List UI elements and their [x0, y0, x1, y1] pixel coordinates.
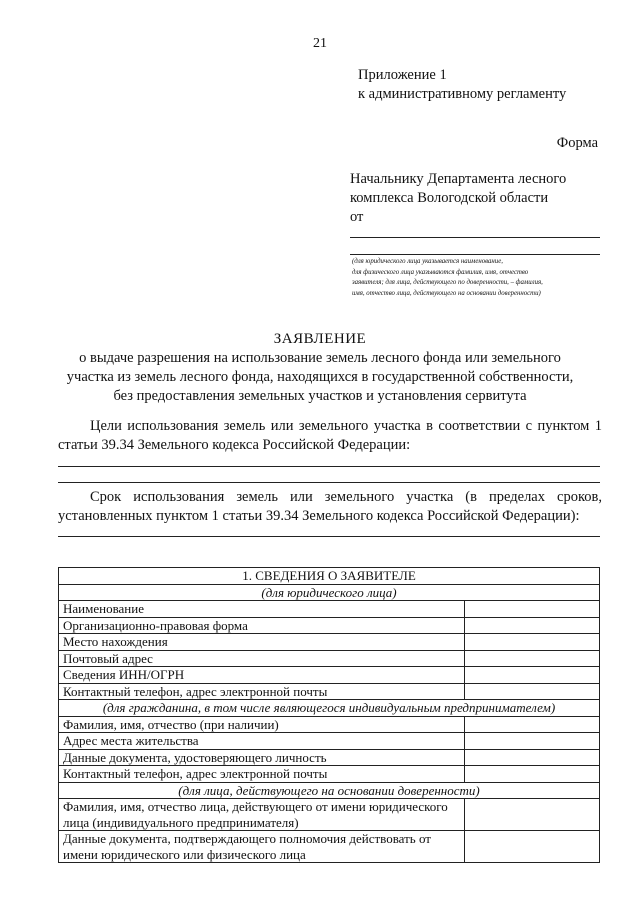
row-label-residence: Адрес места жительства — [59, 733, 465, 750]
table-row — [59, 667, 600, 684]
title-heading: ЗАЯВЛЕНИЕ — [273, 331, 367, 347]
purpose-fill-line-1[interactable] — [58, 466, 600, 467]
addressee-line-2: комплекса Вологодской области — [350, 190, 549, 206]
title-line-3: без предоставления земельных участков и установления сервитута — [113, 388, 527, 404]
hint-line-1: (для юридического лица указывается наименование, — [352, 258, 503, 265]
addressee-line-3: от — [350, 209, 364, 225]
title-line-2: участка из земель лесного фонда, находящихся в государственной собственности, — [66, 369, 574, 385]
term-line-2: установленных пунктом 1 статьи 39.34 Земельного кодекса Российской Федерации): — [58, 508, 580, 524]
applicant-fill-line-2[interactable] — [350, 254, 600, 255]
value-cell-proxy-document[interactable] — [465, 831, 600, 863]
row-label-citizen-contacts: Контактный телефон, адрес электронной почты — [59, 766, 465, 783]
section-title: 1. СВЕДЕНИЯ О ЗАЯВИТЕЛЕ — [59, 568, 600, 585]
row-label-contacts: Контактный телефон, адрес электронной почты — [59, 683, 465, 700]
hint-line-2: для физического лица указываются фамилия, имя, отчество — [352, 268, 529, 276]
term-fill-line[interactable] — [58, 536, 600, 537]
page-number: 21 — [313, 36, 327, 51]
row-label-legal-form: Организационно-правовая форма — [59, 617, 465, 634]
value-cell-legal-form[interactable] — [465, 617, 600, 634]
table-row — [59, 650, 600, 667]
form-label: Форма — [556, 135, 598, 151]
value-cell-contacts[interactable] — [465, 683, 600, 700]
purpose-fill-line-2[interactable] — [58, 482, 600, 483]
value-cell-proxy-name[interactable] — [465, 799, 600, 831]
proxy-header: (для лица, действующего на основании доверенности) — [59, 782, 600, 799]
row-label-proxy-document: Данные документа, подтверждающего полномочия действовать от имени юридического или физического лица — [59, 831, 465, 863]
row-label-full-name: Фамилия, имя, отчество (при наличии) — [59, 716, 465, 733]
title-line-1: о выдаче разрешения на использование земель лесного фонда или земельного — [79, 350, 561, 366]
table-row — [59, 733, 600, 750]
row-label-postal-address: Почтовый адрес — [59, 650, 465, 667]
hint-line-4: имя, отчество лица, действующего на основании доверенности) — [352, 289, 541, 297]
appendix-line-1: Приложение 1 — [358, 67, 447, 83]
table-row — [59, 749, 600, 766]
value-cell-location[interactable] — [465, 634, 600, 651]
table-row — [59, 601, 600, 618]
row-label-name: Наименование — [59, 601, 465, 618]
value-cell-residence[interactable] — [465, 733, 600, 750]
citizen-header: (для гражданина, в том числе являющегося индивидуальным предпринимателем) — [59, 700, 600, 717]
applicant-fill-line-1[interactable] — [350, 237, 600, 238]
row-label-id-document: Данные документа, удостоверяющего личность — [59, 749, 465, 766]
row-label-inn-ogrn: Сведения ИНН/ОГРН — [59, 667, 465, 684]
purpose-text: Цели использования земель или земельного участка в соответствии с пунктом 1 статьи 39.34 Земельного кодекса Российской Федерации: — [58, 418, 602, 453]
appendix-line-2: к административному регламенту — [358, 86, 567, 102]
table-row — [59, 634, 600, 651]
hint-line-3: заявителя; для лица, действующего по доверенности, – фамилия, — [352, 279, 543, 286]
row-label-proxy-name: Фамилия, имя, отчество лица, действующего от имени юридического лица (индивидуального предпринимателя) — [59, 799, 465, 831]
table-row — [59, 766, 600, 783]
term-line-1: Срок использования земель или земельного участка (в пределах сроков, — [90, 489, 602, 505]
table-row — [59, 617, 600, 634]
value-cell-id-document[interactable] — [465, 749, 600, 766]
applicant-hint — [352, 257, 602, 299]
table-row — [59, 716, 600, 733]
value-cell-name[interactable] — [465, 601, 600, 618]
document-title — [0, 330, 640, 406]
value-cell-full-name[interactable] — [465, 716, 600, 733]
row-label-location: Место нахождения — [59, 634, 465, 651]
legal-entity-header: (для юридического лица) — [59, 584, 600, 601]
table-row — [59, 831, 600, 863]
table-row — [59, 799, 600, 831]
value-cell-postal-address[interactable] — [465, 650, 600, 667]
addressee-block — [350, 170, 566, 227]
appendix-note — [358, 66, 566, 104]
addressee-line-1: Начальнику Департамента лесного — [350, 171, 567, 187]
applicant-info-table — [58, 567, 600, 863]
table-row — [59, 683, 600, 700]
value-cell-citizen-contacts[interactable] — [465, 766, 600, 783]
value-cell-inn-ogrn[interactable] — [465, 667, 600, 684]
term-text — [58, 488, 602, 526]
